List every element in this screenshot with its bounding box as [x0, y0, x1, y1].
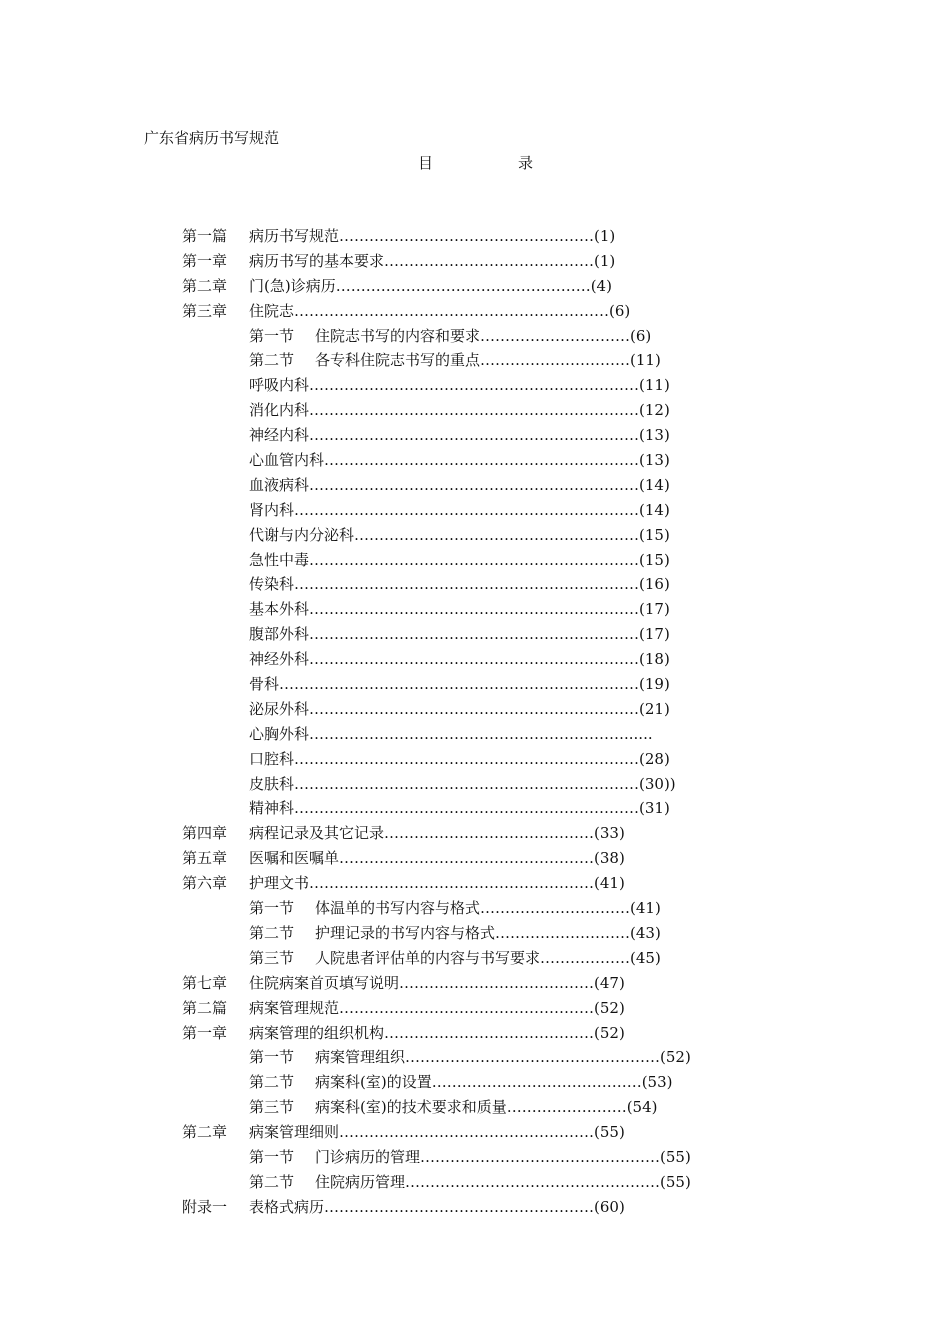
toc-entry-title: 病案科(室)的设置……………………………………(53) [315, 1073, 673, 1092]
toc-entry-title: 代谢与内分泌科…………………………………………………(15) [249, 525, 670, 544]
toc-entry-title: 病历书写的基本要求……………………………………(1) [249, 251, 616, 270]
toc-entry-number: 第五章 [182, 849, 228, 868]
toc-entry [0, 1120, 950, 1145]
toc-entry-title: 门诊病历的管理…………………………………………(55) [315, 1147, 691, 1166]
toc-entry-title: 急性中毒…………………………………………………………(15) [249, 550, 670, 569]
toc-entry-title: 护理文书…………………………………………………(41) [249, 874, 625, 893]
toc-entry [0, 274, 950, 299]
toc-entry [0, 896, 950, 921]
document-title: 广东省病历书写规范 [144, 129, 280, 147]
toc-entry-title: 体温单的书写内容与格式…………………………(41) [315, 899, 661, 918]
toc-entry-section-number: 第一节 [249, 326, 295, 345]
toc-entry-section-number: 第二节 [249, 1172, 295, 1191]
toc-entry-title: 住院病案首页填写说明…………………………………(47) [249, 973, 625, 992]
toc-entry [0, 946, 950, 971]
toc-entry [0, 348, 950, 373]
toc-entry-number: 第七章 [182, 973, 228, 992]
toc-entry-section-number: 第一节 [249, 1147, 295, 1166]
toc-entry [0, 373, 950, 398]
toc-heading-part-2: 录 [518, 154, 534, 172]
toc-entry [0, 398, 950, 423]
toc-entry-title: 腹部外科…………………………………………………………(17) [249, 625, 670, 644]
toc-entry-title: 表格式病历………………………………………………(60) [249, 1197, 625, 1216]
toc-entry-title: 基本外科…………………………………………………………(17) [249, 600, 670, 619]
toc-entry-number: 第一章 [182, 251, 228, 270]
toc-entry [0, 971, 950, 996]
toc-entry [0, 846, 950, 871]
toc-entry-title: 精神科……………………………………………………………(31) [249, 799, 670, 818]
toc-entry [0, 921, 950, 946]
toc-entry [0, 1045, 950, 1070]
toc-entry-title: 病案管理组织……………………………………………(52) [315, 1048, 691, 1067]
toc-entry [0, 324, 950, 349]
toc-entry [0, 448, 950, 473]
toc-entry-title: 病案管理细则……………………………………………(55) [249, 1123, 625, 1142]
toc-entry [0, 871, 950, 896]
toc-entry-title: 心胸外科………………………………………………………...... [249, 724, 653, 743]
toc-entry [0, 299, 950, 324]
toc-entry-title: 住院志………………………………………………………(6) [249, 301, 631, 320]
toc-entry [0, 523, 950, 548]
toc-entry-title: 病案科(室)的技术要求和质量……………………(54) [315, 1098, 658, 1117]
toc-entry-number: 附录一 [182, 1197, 228, 1216]
toc-entry-title: 住院病历管理……………………………………………(55) [315, 1172, 691, 1191]
toc-entry [0, 722, 950, 747]
table-of-contents [0, 224, 950, 1220]
toc-entry-title: 泌尿外科…………………………………………………………(21) [249, 699, 670, 718]
toc-entry [0, 672, 950, 697]
toc-heading-part-1: 目 [418, 154, 434, 172]
toc-entry-section-number: 第三节 [249, 948, 295, 967]
toc-entry-title: 神经外科…………………………………………………………(18) [249, 650, 670, 669]
toc-entry-section-number: 第二节 [249, 923, 295, 942]
toc-entry-number: 第二篇 [182, 998, 228, 1017]
toc-entry-title: 呼吸内科…………………………………………………………(11) [249, 376, 670, 395]
toc-entry-title: 医嘱和医嘱单……………………………………………(38) [249, 849, 625, 868]
toc-entry-number: 第一章 [182, 1023, 228, 1042]
toc-entry-section-number: 第一节 [249, 899, 295, 918]
toc-entry-number: 第一篇 [182, 227, 228, 245]
toc-entry [0, 224, 950, 249]
toc-entry-title: 病历书写规范……………………………………………(1) [249, 227, 616, 245]
toc-entry-title: 人院患者评估单的内容与书写要求………………(45) [315, 948, 661, 967]
toc-entry-section-number: 第三节 [249, 1098, 295, 1117]
toc-entry-number: 第四章 [182, 824, 228, 843]
toc-entry [0, 622, 950, 647]
toc-entry-number: 第六章 [182, 874, 228, 893]
toc-entry-title: 心血管内科………………………………………………………(13) [249, 451, 670, 470]
toc-entry-title: 皮肤科……………………………………………………………(30)) [249, 774, 676, 793]
toc-entry [0, 1095, 950, 1120]
toc-entry-title: 传染科……………………………………………………………(16) [249, 575, 670, 594]
toc-entry-section-number: 第二节 [249, 1073, 295, 1092]
toc-entry-title: 神经内科…………………………………………………………(13) [249, 426, 670, 445]
toc-entry [0, 1170, 950, 1195]
toc-entry [0, 473, 950, 498]
toc-entry [0, 423, 950, 448]
toc-entry [0, 597, 950, 622]
toc-entry-title: 消化内科…………………………………………………………(12) [249, 401, 670, 420]
toc-entry-title: 血液病科…………………………………………………………(14) [249, 475, 670, 494]
toc-entry [0, 498, 950, 523]
toc-entry-number: 第二章 [182, 1123, 228, 1142]
toc-entry [0, 772, 950, 797]
toc-entry-title: 肾内科……………………………………………………………(14) [249, 500, 670, 519]
toc-entry [0, 697, 950, 722]
toc-entry [0, 1070, 950, 1095]
toc-entry-title: 门(急)诊病历……………………………………………(4) [249, 276, 612, 295]
toc-entry [0, 796, 950, 821]
toc-entry-title: 护理记录的书写内容与格式………………………(43) [315, 923, 661, 942]
toc-entry [0, 1021, 950, 1046]
toc-entry [0, 1145, 950, 1170]
toc-entry-title: 各专科住院志书写的重点…………………………(11) [315, 351, 661, 370]
toc-entry [0, 1195, 950, 1220]
toc-entry-title: 骨科………………………………………………………………(19) [249, 675, 670, 694]
toc-entry-number: 第二章 [182, 276, 228, 295]
toc-entry-section-number: 第一节 [249, 1048, 295, 1067]
toc-entry [0, 548, 950, 573]
toc-entry-title: 病案管理的组织机构……………………………………(52) [249, 1023, 625, 1042]
toc-entry-title: 病案管理规范……………………………………………(52) [249, 998, 625, 1017]
toc-entry-title: 住院志书写的内容和要求…………………………(6) [315, 326, 652, 345]
toc-entry-title: 口腔科……………………………………………………………(28) [249, 749, 670, 768]
toc-entry-section-number: 第二节 [249, 351, 295, 370]
toc-entry-number: 第三章 [182, 301, 228, 320]
toc-entry [0, 572, 950, 597]
toc-entry [0, 249, 950, 274]
toc-entry [0, 747, 950, 772]
toc-entry-title: 病程记录及其它记录……………………………………(33) [249, 824, 625, 843]
toc-entry [0, 647, 950, 672]
toc-entry [0, 996, 950, 1021]
toc-entry [0, 821, 950, 846]
